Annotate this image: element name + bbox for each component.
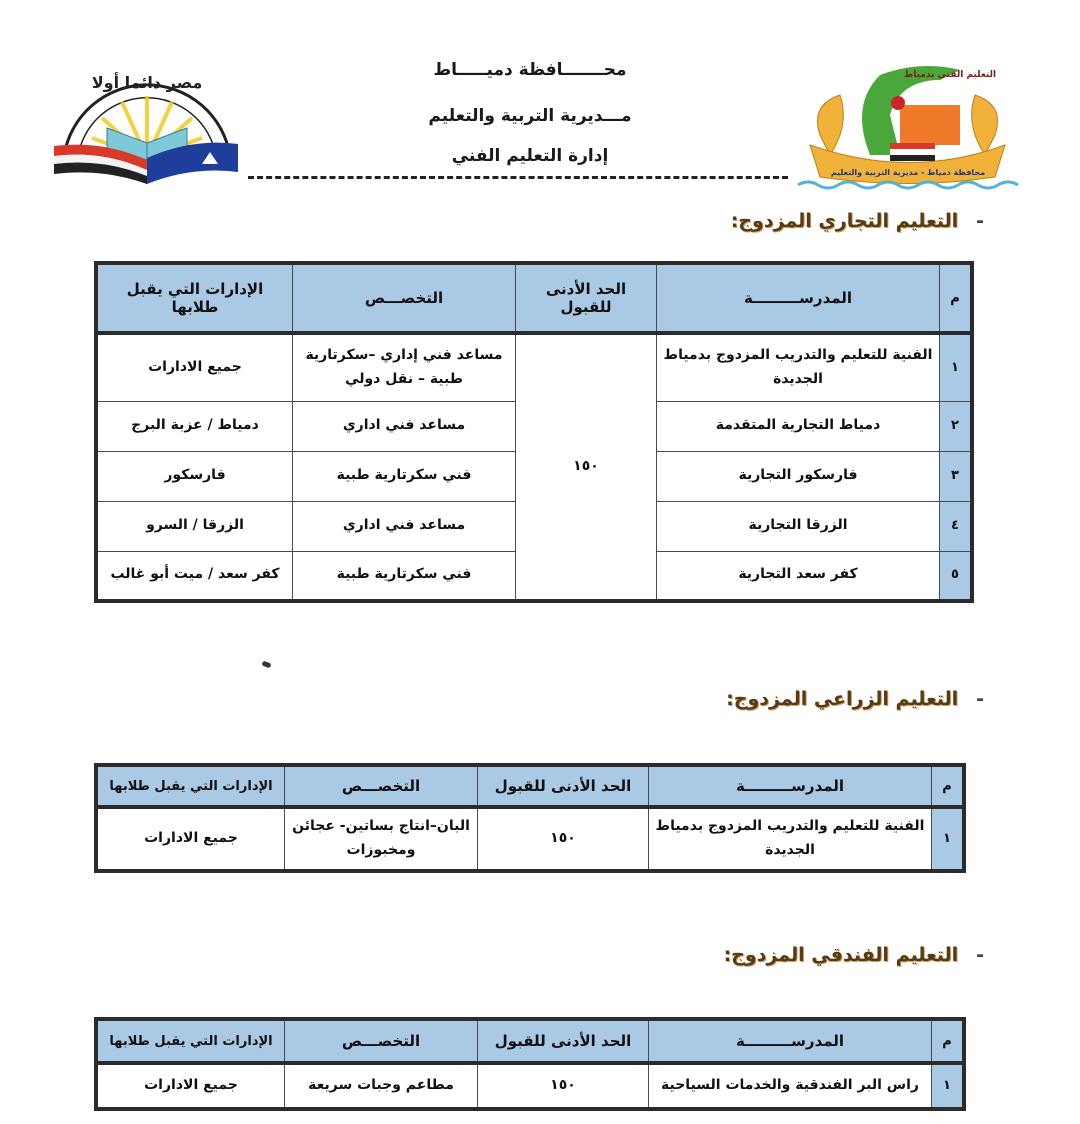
- admins: جميع الادارات: [96, 807, 285, 871]
- section-title-text: التعليم الزراعي المزدوج:: [726, 688, 959, 710]
- specialization: مساعد فني إداري –سكرتارية طبية – نقل دولي: [293, 333, 516, 401]
- section-title-text: التعليم الفندقي المزدوج:: [723, 944, 959, 966]
- specialization: البان–انتاج بساتين- عجائن ومخبوزات: [285, 807, 478, 871]
- header-index: م: [932, 1019, 965, 1063]
- row-index: ٤: [940, 501, 973, 551]
- school-name: الفنية للتعليم والتدريب المزدوج بدمياط الجديدة: [657, 333, 940, 401]
- header-specialization: التخصـــص: [285, 1019, 478, 1063]
- header-admins: الإدارات التي يقبل طلابها: [96, 1019, 285, 1063]
- egypt-always-first-logo: [52, 48, 242, 190]
- admins: الزرقا / السرو: [96, 501, 293, 551]
- section-title-agricultural: [726, 688, 984, 710]
- admins: جميع الادارات: [96, 333, 293, 401]
- agricultural-table: [94, 763, 966, 873]
- logo-left-text: مصر دائما أولا: [91, 73, 203, 92]
- bullet-dash: -: [976, 944, 984, 966]
- specialization: مساعد فني اداري: [293, 401, 516, 451]
- header-index: م: [940, 263, 973, 333]
- commercial-table: [94, 261, 974, 603]
- technical-education-damietta-logo: [790, 45, 1025, 195]
- department-title: إدارة التعليم الفني: [451, 146, 609, 166]
- admins: جميع الادارات: [96, 1063, 285, 1109]
- directorate-title: مـــديرية التربية والتعليم: [428, 106, 632, 126]
- header-min-score: الحد الأدنى للقبول: [516, 263, 657, 333]
- school-name: الفنية للتعليم والتدريب المزدوج بدمياط الجديدة: [649, 807, 932, 871]
- specialization: مطاعم وجبات سريعة: [285, 1063, 478, 1109]
- hotel-table: [94, 1017, 966, 1111]
- table-header-row: [96, 263, 972, 333]
- logo-right-top-text: التعليم الفني بدمياط: [903, 70, 997, 80]
- school-name: راس البر الفندقية والخدمات السياحية: [649, 1063, 932, 1109]
- specialization: فني سكرتارية طبية: [293, 551, 516, 601]
- header-specialization: التخصـــص: [285, 765, 478, 807]
- header-school: المدرســـــــــة: [649, 1019, 932, 1063]
- school-name: دمياط التجارية المتقدمة: [657, 401, 940, 451]
- min-score: ١٥٠: [516, 333, 657, 601]
- row-index: ١: [932, 1063, 965, 1109]
- table-row: [96, 1063, 964, 1109]
- header-admins: الإدارات التي يقبل طلابها: [96, 765, 285, 807]
- header-min-score: الحد الأدنى للقبول: [478, 1019, 649, 1063]
- header-divider: [248, 176, 788, 179]
- bullet-dash: -: [976, 688, 984, 710]
- admins: فارسكور: [96, 451, 293, 501]
- ink-speck: [261, 661, 271, 669]
- header-school: المدرســـــــــة: [657, 263, 940, 333]
- table-row: [96, 807, 964, 871]
- header-school: المدرســـــــــة: [649, 765, 932, 807]
- min-score: ١٥٠: [478, 1063, 649, 1109]
- row-index: ٥: [940, 551, 973, 601]
- governorate-title: محـــــــافظة دميـــــاط: [433, 60, 627, 80]
- header-index: م: [932, 765, 965, 807]
- school-name: كفر سعد التجارية: [657, 551, 940, 601]
- bullet-dash: -: [976, 210, 984, 232]
- section-title-hotel: [724, 944, 984, 966]
- header-admins: الإدارات التي يقبل طلابها: [96, 263, 293, 333]
- section-title-commercial: [731, 210, 984, 232]
- specialization: فني سكرتارية طبية: [293, 451, 516, 501]
- admins: كفر سعد / ميت أبو غالب: [96, 551, 293, 601]
- school-name: فارسكور التجارية: [657, 451, 940, 501]
- specialization: مساعد فني اداري: [293, 501, 516, 551]
- min-score: ١٥٠: [478, 807, 649, 871]
- table-row: [96, 333, 972, 401]
- table-header-row: [96, 765, 964, 807]
- header-min-score: الحد الأدنى للقبول: [478, 765, 649, 807]
- admins: دمياط / عزبة البرج: [96, 401, 293, 451]
- section-title-text: التعليم التجاري المزدوج:: [730, 210, 959, 232]
- school-name: الزرقا التجارية: [657, 501, 940, 551]
- row-index: ٢: [940, 401, 973, 451]
- row-index: ١: [940, 333, 973, 401]
- table-header-row: [96, 1019, 964, 1063]
- row-index: ١: [932, 807, 965, 871]
- logo-right-bottom-text: محافظة دمياط - مديرية التربية والتعليم: [830, 168, 986, 177]
- header-specialization: التخصـــص: [293, 263, 516, 333]
- row-index: ٣: [940, 451, 973, 501]
